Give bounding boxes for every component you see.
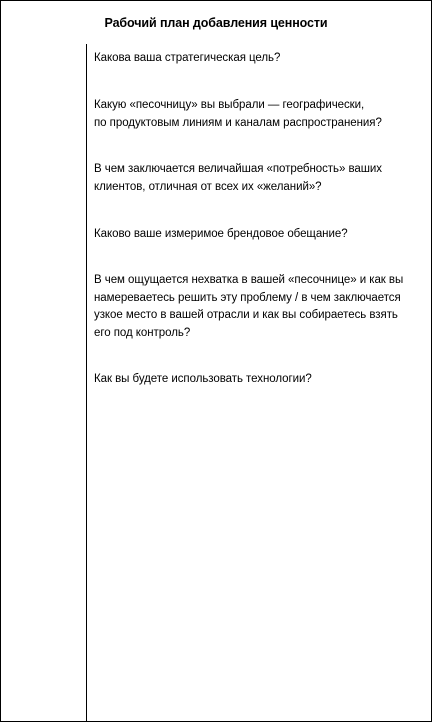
- question-line: Каково ваше измеримое брендовое обещание?: [94, 228, 348, 240]
- question-line: Какую «песочницу» вы выбрали — географически,: [94, 99, 365, 111]
- question-line: клиентов, отличная от всех их «желаний»?: [94, 180, 322, 193]
- question-customer-need: [94, 161, 424, 196]
- question-technology: [94, 371, 424, 389]
- question-line: намереваетесь решить эту проблему / в чем заключается: [94, 291, 401, 304]
- question-sandbox: [94, 97, 424, 132]
- question-brand-promise: [94, 226, 424, 244]
- question-shortage: [94, 272, 424, 342]
- question-line: узкое место в вашей отрасли и как вы собираетесь взять: [94, 309, 398, 321]
- page-title: Рабочий план добавления ценности: [104, 16, 328, 30]
- question-line: В чем ощущается нехватка в вашей «песочнице» и как вы: [94, 274, 404, 286]
- question-strategic-goal: [94, 50, 424, 68]
- column-divider: [86, 44, 87, 722]
- question-line: его под контроль?: [94, 326, 191, 339]
- question-line: В чем заключается величайшая «потребность» ваших: [94, 163, 382, 175]
- question-line: Как вы будете использовать технологии?: [94, 373, 312, 385]
- question-line: по продуктовым линиям и каналам распространения?: [94, 116, 382, 129]
- question-line: Какова ваша стратегическая цель?: [94, 52, 281, 64]
